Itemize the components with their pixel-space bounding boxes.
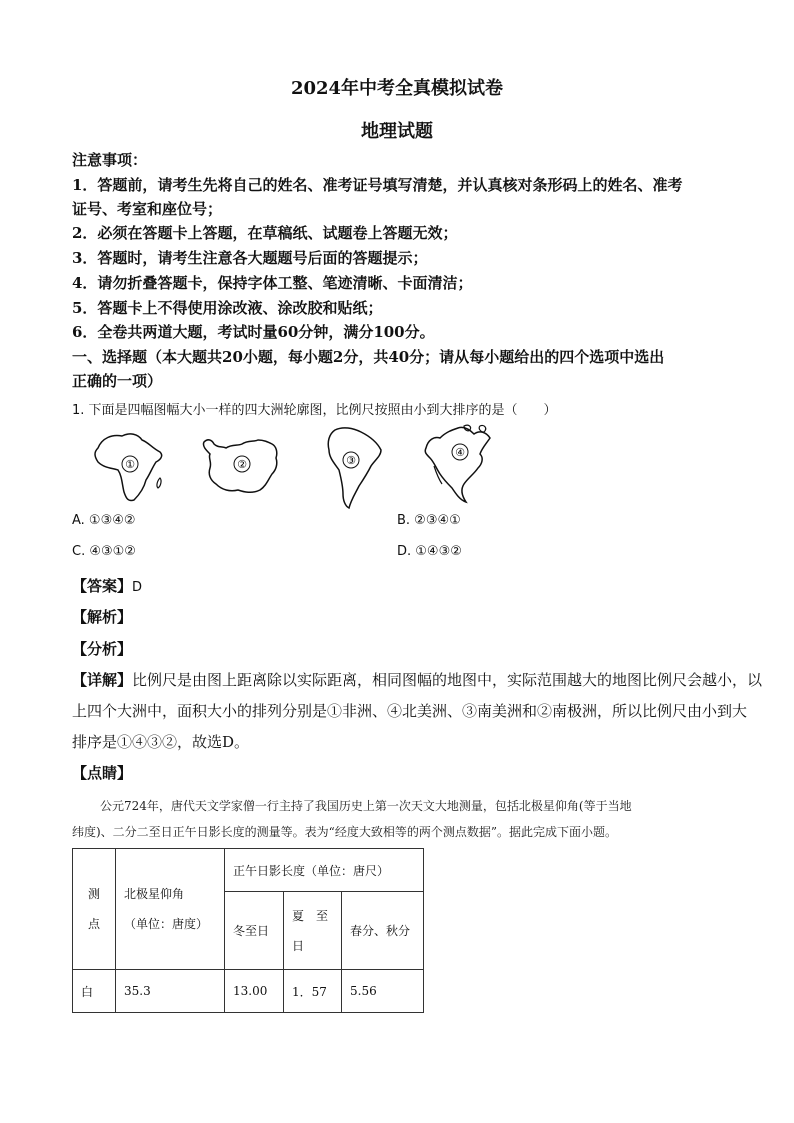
antarctica-map bbox=[198, 434, 282, 496]
header-cell-summer bbox=[284, 892, 342, 970]
detail-line bbox=[72, 669, 762, 690]
north-america-map bbox=[420, 422, 502, 504]
header-text: 北极星仰角 bbox=[124, 887, 185, 901]
page-title: 2024年中考全真模拟试卷 bbox=[290, 78, 504, 99]
data-table bbox=[72, 848, 424, 1013]
table-row bbox=[73, 970, 424, 1013]
header-text: 日 bbox=[292, 938, 305, 953]
option-d: D. ①④③② bbox=[397, 544, 462, 559]
page-subtitle: 地理试题 bbox=[361, 121, 433, 142]
header-cell-equinox: 春分、秋分 bbox=[342, 892, 424, 970]
detail-text: 比例尺是由图上距离除以实际距离，相同图幅的地图中，实际范围越大的地图比例尺会越小，以 bbox=[132, 671, 763, 689]
map-label: ② bbox=[237, 458, 247, 471]
cell-summer: 1．57 bbox=[284, 970, 342, 1013]
passage-text: 公元724年，唐代天文学家僧一行主持了我国历史上第一次天文大地测量，包括北极星仰角(等于当地 bbox=[100, 799, 632, 813]
notice-item: 3．答题时，请考生注意各大题题号后面的答题提示； bbox=[72, 249, 428, 267]
section-heading: 一、选择题（本大题共20小题，每小题2分，共40分；请从每小题给出的四个选项中选出 bbox=[72, 348, 665, 366]
detail-text: 排序是①④③②，故选D。 bbox=[72, 733, 250, 751]
question-stem: 1. 下面是四幅图幅大小一样的四大洲轮廓图，比例尺按照由小到大排序的是（ ） bbox=[72, 403, 557, 418]
header-text: 点 bbox=[87, 917, 100, 931]
cell-angle: 35.3 bbox=[116, 970, 225, 1013]
fenxi-label: 【分析】 bbox=[72, 640, 133, 658]
section-heading-cont: 正确的一项） bbox=[72, 372, 163, 390]
cell-winter: 13.00 bbox=[225, 970, 284, 1013]
notice-item: 6．全卷共两道大题，考试时量60分钟，满分100分。 bbox=[72, 323, 435, 341]
option-c: C. ④③①② bbox=[72, 544, 136, 559]
cell-point: 白 bbox=[73, 970, 116, 1013]
answer-line bbox=[72, 575, 142, 596]
answer-label: 【答案】 bbox=[72, 577, 133, 595]
dianjing-label: 【点睛】 bbox=[72, 764, 133, 782]
africa-map bbox=[90, 428, 170, 504]
analysis-label: 【解析】 bbox=[72, 608, 133, 626]
header-text: 夏 至 bbox=[292, 908, 329, 923]
notice-item: 2．必须在答题卡上答题，在草稿纸、试题卷上答题无效； bbox=[72, 224, 458, 242]
header-text: （单位：唐度） bbox=[124, 917, 209, 931]
option-a: A. ①③④② bbox=[72, 513, 136, 528]
notice-item: 4．请勿折叠答题卡，保持字体工整、笔迹清晰、卡面清洁； bbox=[72, 274, 473, 292]
map-label: ① bbox=[125, 458, 135, 471]
header-cell-winter: 冬至日 bbox=[225, 892, 284, 970]
cell-equinox: 5.56 bbox=[342, 970, 424, 1013]
option-b: B. ②③④① bbox=[397, 513, 461, 528]
detail-text: 上四个大洲中，面积大小的排列分别是①非洲、④北美洲、③南美洲和②南极洲，所以比例尺由小到大 bbox=[72, 702, 748, 720]
passage-text: 纬度)、二分二至日正午日影长度的测量等。表为“经度大致相等的两个测点数据”。据此完成下面小题。 bbox=[72, 825, 617, 839]
header-cell-point bbox=[73, 849, 116, 970]
notice-heading: 注意事项： bbox=[72, 151, 148, 169]
notice-item: 5．答题卡上不得使用涂改液、涂改胶和贴纸； bbox=[72, 299, 383, 317]
header-text: 测 bbox=[87, 887, 100, 901]
map-label: ③ bbox=[346, 454, 356, 467]
notice-item: 证号、考室和座位号； bbox=[72, 200, 223, 218]
detail-label: 【详解】 bbox=[72, 671, 133, 689]
south-america-map bbox=[323, 424, 385, 510]
notice-item: 1．答题前，请考生先将自己的姓名、准考证号填写清楚，并认真核对条形码上的姓名、准考 bbox=[72, 176, 683, 194]
answer-value: D bbox=[132, 580, 143, 595]
map-label: ④ bbox=[455, 446, 465, 459]
header-cell-angle bbox=[116, 849, 225, 970]
header-cell-shadow: 正午日影长度（单位：唐尺） bbox=[225, 849, 424, 892]
